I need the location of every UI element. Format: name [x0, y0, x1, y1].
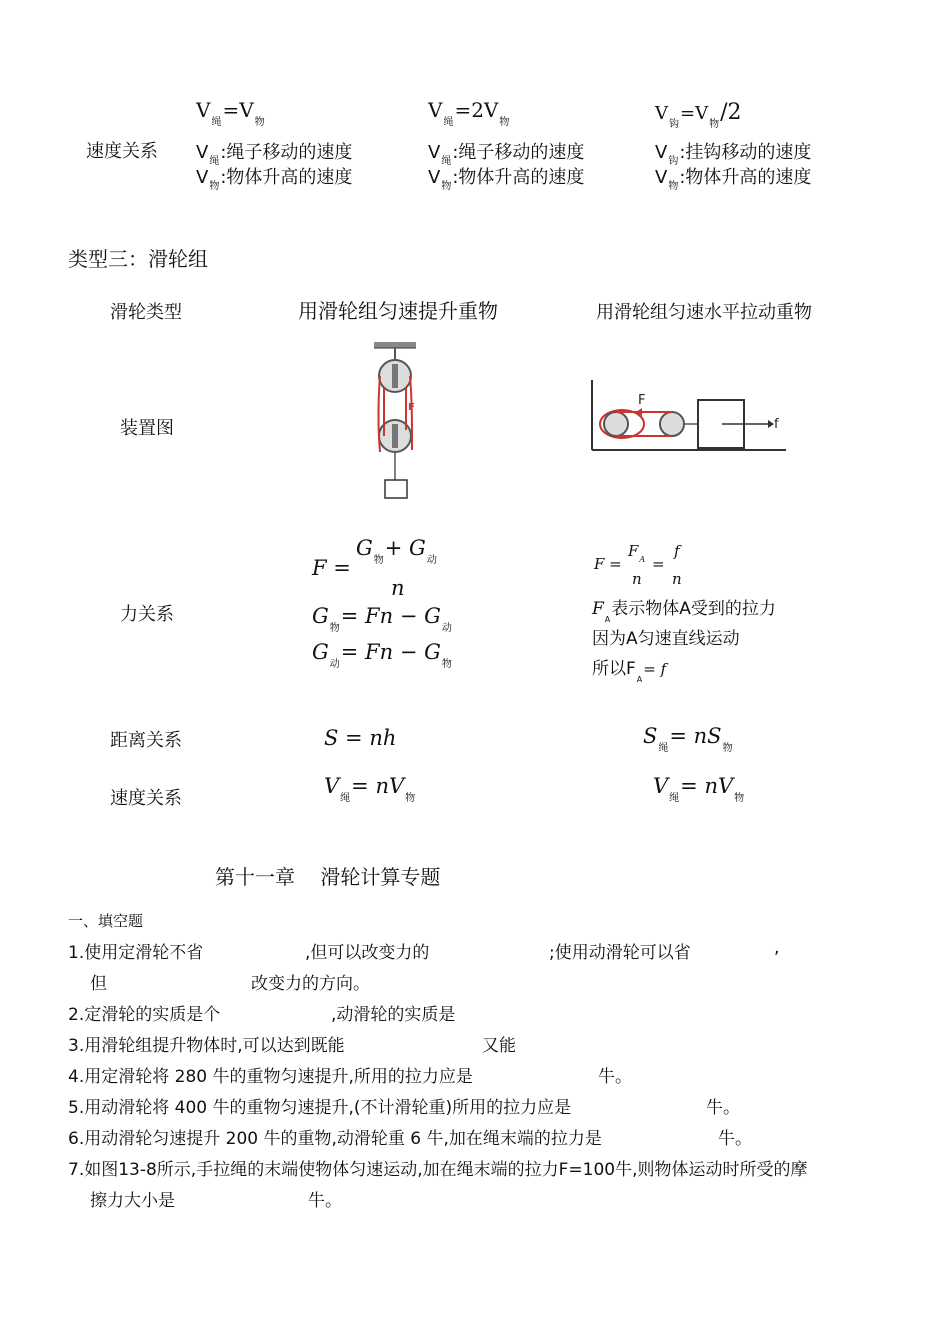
question-5-b: 牛。 — [706, 1098, 740, 1118]
speed-col1-equation: $V_绳=V_物$ — [196, 98, 265, 128]
question-7-a: 7.如图13-8所示,手拉绳的末端使物体匀速运动,加在绳末端的拉力F=100牛,则物体运动时所受的摩 — [68, 1160, 808, 1180]
row-label-type: 滑轮类型 — [110, 302, 182, 323]
speed-col2-line1: $V_绳$:绳子移动的速度 — [428, 142, 585, 167]
movable-pulley — [660, 412, 684, 436]
question-7-cont-b: 牛。 — [308, 1191, 342, 1211]
speed-col2-equation: $V_绳=2V_物$ — [428, 98, 510, 128]
force-label-f: F — [408, 402, 415, 413]
force-right-f1-lhs: F = — [594, 555, 622, 573]
distance-right-formula: $S_绳= nS_物$ — [643, 724, 733, 754]
question-1-c: ;使用动滑轮可以省 — [549, 943, 691, 963]
force-label-f: F — [638, 393, 646, 408]
speed-col3-line2: $V_物$:物体升高的速度 — [655, 167, 812, 192]
speed-col1-line1: $V_绳$:绳子移动的速度 — [196, 142, 353, 167]
force-right-f1-numerator2: f — [674, 542, 680, 560]
load-block — [385, 480, 407, 498]
speed-col1-line2: $V_物$:物体升高的速度 — [196, 167, 353, 192]
question-3-a: 3.用滑轮组提升物体时,可以达到既能 — [68, 1036, 345, 1056]
row-label-device: 装置图 — [120, 418, 174, 439]
speed-right-formula: $V_绳= nV_物$ — [653, 774, 745, 804]
force-left-f2: $G_物= Fn - G_动$ — [312, 604, 452, 634]
force-right-f1-denominator2: n — [672, 570, 682, 588]
force-left-f1-lhs: F = — [312, 556, 351, 580]
speed-left-formula: $V_绳= nV_物$ — [324, 774, 416, 804]
row-label-force: 力关系 — [120, 604, 174, 625]
force-right-f1-eq: = — [652, 555, 665, 573]
part-label: 一、填空题 — [68, 912, 144, 930]
question-1-b: ,但可以改变力的 — [305, 943, 430, 963]
friction-label-f: f — [774, 417, 779, 432]
force-left-f1-denominator: n — [391, 576, 405, 600]
row-label-speed: 速度关系 — [110, 788, 182, 809]
section-title: 类型三：滑轮组 — [68, 247, 208, 271]
pulley-lift-diagram — [370, 340, 420, 510]
question-7-cont-a: 擦力大小是 — [90, 1191, 175, 1211]
question-2-a: 2.定滑轮的实质是个 — [68, 1005, 221, 1025]
question-1-d: , — [774, 938, 780, 958]
pulley-horizontal-diagram — [586, 378, 790, 454]
force-right-line4: 所以$F_A= f$ — [592, 659, 667, 684]
col-left-title: 用滑轮组匀速提升重物 — [298, 299, 498, 323]
row-label-distance: 距离关系 — [110, 730, 182, 751]
ceiling-bar — [374, 342, 416, 348]
force-right-f1-denominator: n — [632, 570, 642, 588]
force-right-line3: 因为A匀速直线运动 — [592, 629, 740, 649]
question-3-b: 又能 — [482, 1036, 516, 1056]
chapter-title: 第十一章 滑轮计算专题 — [215, 865, 441, 889]
speed-col2-line2: $V_物$:物体升高的速度 — [428, 167, 585, 192]
col-right-title: 用滑轮组匀速水平拉动重物 — [596, 302, 812, 323]
fixed-pulley — [604, 412, 628, 436]
question-1-cont-a: 但 — [90, 974, 107, 994]
speed-col3-equation: $V_钩=V_物/2$ — [655, 100, 742, 130]
question-1-cont-b: 改变力的方向。 — [251, 974, 370, 994]
question-6-a: 6.用动滑轮匀速提升 200 牛的重物,动滑轮重 6 牛,加在绳末端的拉力是 — [68, 1129, 602, 1149]
force-right-line2: $F_A$表示物体A受到的拉力 — [592, 599, 776, 624]
question-1-a: 1.使用定滑轮不省 — [68, 943, 204, 963]
question-6-b: 牛。 — [718, 1129, 752, 1149]
force-left-f3: $G_动= Fn - G_物$ — [312, 640, 452, 670]
speed-col3-line1: $V_钩$:挂钩移动的速度 — [655, 142, 812, 167]
question-5-a: 5.用动滑轮将 400 牛的重物匀速提升,(不计滑轮重)所用的拉力应是 — [68, 1098, 572, 1118]
question-4-b: 牛。 — [598, 1067, 632, 1087]
question-4-a: 4.用定滑轮将 280 牛的重物匀速提升,所用的拉力应是 — [68, 1067, 473, 1087]
force-left-f1-numerator: $G_物+ G_动$ — [356, 536, 437, 566]
distance-left-formula: S = nh — [324, 726, 397, 750]
speed-top-label: 速度关系 — [86, 141, 158, 162]
force-right-f1-numerator: $F_A$ — [628, 542, 646, 564]
question-2-b: ,动滑轮的实质是 — [331, 1005, 456, 1025]
